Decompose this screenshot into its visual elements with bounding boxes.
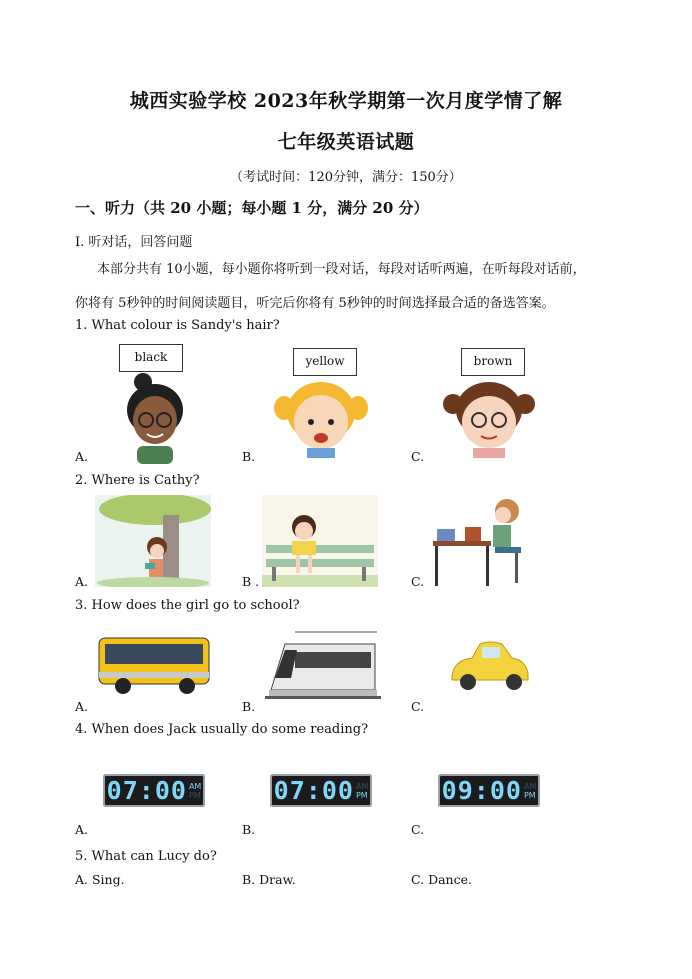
exam-title: 城西实验学校 2023年秋学期第一次月度学情了解 <box>129 90 563 112</box>
question-3: 3. How does the girl go to school? <box>75 598 300 613</box>
q3-option-a: A. <box>75 699 89 714</box>
clock-b-time: 07:00 <box>273 776 354 805</box>
instructions-line-2: 你将有 5秒钟的时间阅读题目，听完后你将有 5秒钟的时间选择最合适的备选答案。 <box>75 296 555 311</box>
section-heading: 一、听力（共 20 小题；每小题 1 分，满分 20 分） <box>75 199 429 217</box>
girl-black-hair-image <box>120 372 190 464</box>
label-box-brown: brown <box>461 348 525 376</box>
q2-option-c: C. <box>411 574 425 589</box>
q5-option-b: B. Draw. <box>242 872 296 887</box>
girl-under-tree-image <box>95 495 211 587</box>
question-1: 1. What colour is Sandy's hair? <box>75 318 280 333</box>
clock-b <box>270 774 372 807</box>
q5-option-c: C. Dance. <box>411 872 472 887</box>
q5-option-a: A. Sing. <box>75 872 125 887</box>
q4-option-c: C. <box>411 822 425 837</box>
q4-option-b: B. <box>242 822 256 837</box>
car-image <box>446 636 532 694</box>
clock-c-pm: PM <box>523 790 536 800</box>
q1-option-b: B. <box>242 449 256 464</box>
q1-option-a: A. <box>75 449 89 464</box>
girl-yellow-hair-image <box>272 378 370 458</box>
bus-image <box>95 632 213 696</box>
question-5: 5. What can Lucy do? <box>75 849 217 864</box>
question-4: 4. When does Jack usually do some reading? <box>75 722 369 737</box>
label-box-yellow: yellow <box>293 348 357 376</box>
q3-option-b: B. <box>242 699 256 714</box>
label-box-black: black <box>119 344 183 372</box>
clock-c-time: 09:00 <box>441 776 522 805</box>
exam-info: （考试时间：120分钟，满分：150分） <box>230 170 462 185</box>
girl-at-desk-image <box>431 497 527 587</box>
girl-brown-hair-image <box>441 378 537 458</box>
girl-on-bench-image <box>262 495 378 587</box>
clock-b-am: AM <box>355 781 369 791</box>
clock-c <box>438 774 540 807</box>
clock-a <box>103 774 205 807</box>
q3-option-c: C. <box>411 699 425 714</box>
instructions-line-1: 本部分共有 10小题，每小题你将听到一段对话，每段对话听两遍，在听每段对话前， <box>97 262 586 277</box>
clock-c-am: AM <box>523 781 537 791</box>
question-2: 2. Where is Cathy? <box>75 473 200 488</box>
q1-option-c: C. <box>411 449 425 464</box>
exam-subtitle: 七年级英语试题 <box>277 131 415 153</box>
part-title: I. 听对话，回答问题 <box>75 235 193 250</box>
clock-b-pm: PM <box>355 790 368 800</box>
q4-option-a: A. <box>75 822 89 837</box>
clock-a-am: AM <box>188 781 202 791</box>
clock-a-pm: PM <box>188 790 201 800</box>
tram-image <box>265 630 381 702</box>
clock-a-time: 07:00 <box>106 776 187 805</box>
q2-option-b: B . <box>242 574 260 589</box>
q2-option-a: A. <box>75 574 89 589</box>
